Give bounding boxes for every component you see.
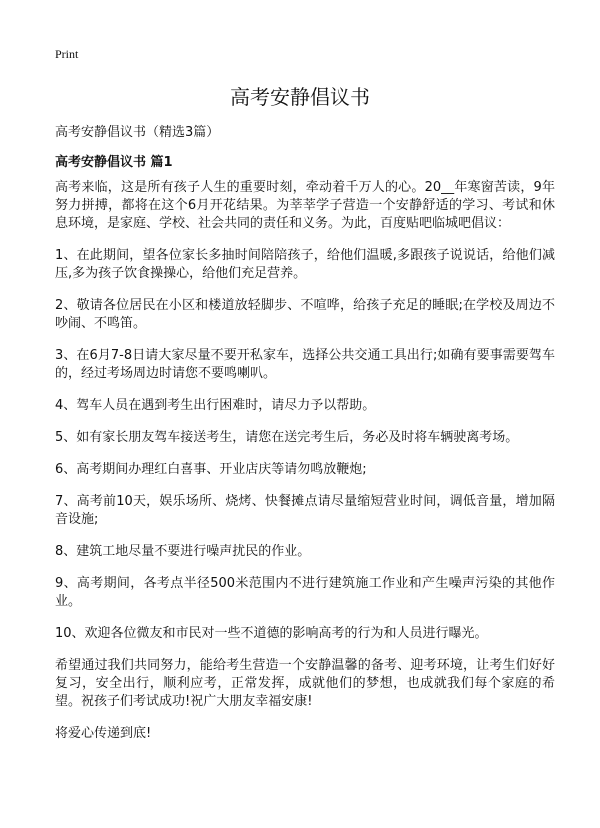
proposal-item-10: 10、欢迎各位微友和市民对一些不道德的影响高考的行为和人员进行曝光。 (55, 626, 488, 641)
section-heading: 高考安静倡议书 篇1 (55, 155, 173, 170)
proposal-item-6: 6、高考期间办理红白喜事、开业店庆等请勿鸣放鞭炮; (55, 462, 367, 477)
proposal-item-5: 5、如有家长朋友驾车接送考生，请您在送完考生后，务必及时将车辆驶离考场。 (55, 430, 519, 445)
document-body (55, 179, 555, 757)
proposal-item-7: 7、高考前10天，娱乐场所、烧烤、快餐摊点请尽量缩短营业时间，调低音量，增加隔音设施; (55, 494, 555, 527)
proposal-item-1: 1、在此期间，望各位家长多抽时间陪陪孩子，给他们温暖,多跟孩子说说话，给他们减压,多为孩子饮食操操心，给他们充足营养。 (55, 248, 555, 281)
proposal-item-3: 3、在6月7-8日请大家尽量不要开私家车，选择公共交通工具出行;如确有要事需要驾车的，经过考场周边时请您不要鸣喇叭。 (55, 348, 555, 381)
proposal-item-8: 8、建筑工地尽量不要进行噪声扰民的作业。 (55, 544, 311, 559)
proposal-item-4: 4、驾车人员在遇到考生出行困难时，请尽力予以帮助。 (55, 398, 376, 413)
document-subtitle: 高考安静倡议书（精选3篇） (55, 125, 220, 140)
print-label: Print (55, 47, 79, 61)
intro-paragraph: 高考来临，这是所有孩子人生的重要时刻，牵动着千万人的心。20__年寒窗苦读，9年努力拼搏，都将在这个6月开花结果。为莘莘学子营造一个安静舒适的学习、考试和休息环境，是家庭、学校、社会共同的责任和义务。为此，百度贴吧临城吧倡议： (55, 180, 555, 231)
page-title: 高考安静倡议书 (230, 85, 370, 109)
proposal-item-9: 9、高考期间，各考点半径500米范围内不进行建筑施工作业和产生噪声污染的其他作业。 (55, 576, 555, 609)
closing-line: 将爱心传递到底! (55, 726, 152, 741)
proposal-item-2: 2、敬请各位居民在小区和楼道放轻脚步、不喧哗，给孩子充足的睡眠;在学校及周边不吵闹、不鸣笛。 (55, 298, 555, 331)
closing-paragraph: 希望通过我们共同努力，能给考生营造一个安静温馨的备考、迎考环境，让考生们好好复习，安全出行，顺利应考，正常发挥，成就他们的梦想，也成就我们每个家庭的希望。祝孩子们考试成功!祝广大朋友幸福安康! (55, 658, 555, 709)
